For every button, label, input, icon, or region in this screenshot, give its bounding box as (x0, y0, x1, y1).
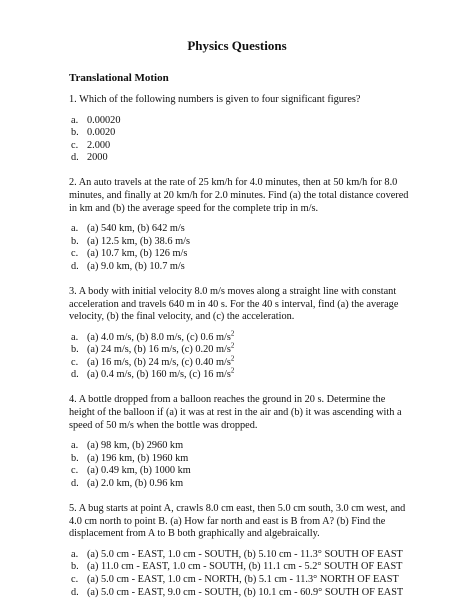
choice-list (69, 115, 409, 165)
choice-text: (a) 11.0 cm - EAST, 1.0 cm - SOUTH, (b) 11.1 cm - 5.2° SOUTH OF EAST (87, 561, 403, 573)
choice-letter: b. (71, 452, 79, 464)
choice-value: (a) 24 m/s, (b) 16 m/s, (c) 0.20 m/s (87, 344, 231, 356)
choice-text (87, 369, 234, 382)
question-text: 3. A body with initial velocity 8.0 m/s moves along a straight line with constant acceleration and travels 640 m in 40 s. For the 40 s interval, find (a) the average velocity, (b) the final velocity, and (c) the acceleration. (69, 285, 399, 323)
choice-text (87, 341, 235, 357)
choice-item (69, 369, 409, 382)
choice-item (69, 440, 409, 453)
choice-letter: d. (71, 152, 79, 164)
exponent: 2 (230, 367, 235, 376)
section-heading: Translational Motion (69, 72, 169, 84)
question-text: 2. An auto travels at the rate of 25 km/h for 4.0 minutes, then at 50 km/h for 8.0 minutes, and finally at 20 km/h for 2.0 minutes. Find (a) the total distance covered in km and (b) the average speed for the complete trip in m/s. (69, 177, 409, 214)
question-text: 4. A bottle dropped from a balloon reaches the ground in 20 s. Determine the height of the balloon if (a) it was at rest in the air and (b) it was ascending with a speed of 50 m/s when the bottle was dropped. (69, 394, 402, 431)
choice-text: 0.0020 (87, 127, 116, 139)
choice-text: (a) 0.49 km, (b) 1000 km (87, 465, 191, 477)
choice-text: (a) 98 km, (b) 2960 km (87, 440, 184, 452)
choice-item (69, 236, 409, 249)
choice-list (69, 329, 409, 382)
question-2 (69, 177, 409, 273)
choice-value: (a) 4.0 m/s, (b) 8.0 m/s, (c) 0.6 m/s (87, 331, 231, 343)
choice-item (69, 574, 409, 587)
choice-list (69, 440, 409, 490)
exponent: 2 (230, 329, 235, 338)
choice-item (69, 248, 409, 261)
exponent: 2 (230, 341, 235, 350)
question-text: 1. Which of the following numbers is given to four significant figures? (69, 94, 361, 105)
choice-letter: a. (71, 548, 79, 560)
choice-item (69, 453, 409, 466)
choice-letter: d. (71, 369, 79, 381)
choice-list (69, 223, 409, 273)
choice-letter: b. (71, 235, 79, 247)
question-5 (69, 503, 409, 599)
choice-item (69, 261, 409, 274)
document-title: Physics Questions (187, 38, 287, 53)
choice-item (69, 354, 409, 370)
choice-letter: a. (71, 440, 79, 452)
choice-letter: c. (71, 573, 79, 585)
choice-value: (a) 16 m/s, (b) 24 m/s, (c) 0.40 m/s (87, 356, 231, 368)
choice-letter: b. (71, 127, 79, 139)
choice-letter: d. (71, 260, 79, 272)
choice-letter: a. (71, 331, 79, 343)
choice-list (69, 549, 409, 599)
choice-text: 2000 (87, 152, 108, 164)
choice-text: 2.000 (87, 139, 111, 151)
choice-text: (a) 196 km, (b) 1960 km (87, 452, 189, 464)
choice-letter: a. (71, 223, 79, 235)
choice-text: (a) 9.0 km, (b) 10.7 m/s (87, 260, 185, 272)
choice-letter: b. (71, 561, 79, 573)
choice-text: (a) 5.0 cm - EAST, 1.0 cm - NORTH, (b) 5.1 cm - 11.3° NORTH OF EAST (87, 573, 399, 585)
question-4 (69, 394, 409, 490)
choice-text: (a) 540 km, (b) 642 m/s (87, 223, 185, 235)
choice-letter: a. (71, 114, 79, 126)
choice-item (69, 152, 409, 165)
choice-letter: c. (71, 465, 79, 477)
choice-item (69, 115, 409, 128)
choice-text: 0.00020 (87, 114, 121, 126)
choice-text: (a) 5.0 cm - EAST, 9.0 cm - SOUTH, (b) 10.1 cm - 60.9° SOUTH OF EAST (87, 586, 404, 598)
choice-item (69, 140, 409, 153)
choice-letter: c. (71, 139, 79, 151)
choice-item (69, 465, 409, 478)
choice-item (69, 341, 409, 357)
choice-item (69, 127, 409, 140)
exponent: 2 (230, 354, 235, 363)
choice-letter: c. (71, 248, 79, 260)
choice-text: (a) 5.0 cm - EAST, 1.0 cm - SOUTH, (b) 5.10 cm - 11.3° SOUTH OF EAST (87, 548, 403, 560)
choice-letter: d. (71, 586, 79, 598)
choice-text: (a) 10.7 km, (b) 126 m/s (87, 248, 188, 260)
choice-item (69, 329, 409, 345)
choice-letter: b. (71, 344, 79, 356)
choice-item (69, 549, 409, 562)
choice-text (87, 354, 235, 370)
choice-text (87, 329, 235, 345)
choice-letter: d. (71, 478, 79, 490)
choice-item (69, 587, 409, 600)
question-1 (69, 94, 409, 165)
choice-item (69, 223, 409, 236)
choice-text: (a) 2.0 km, (b) 0.96 km (87, 478, 184, 490)
choice-item (69, 561, 409, 574)
choice-text: (a) 12.5 km, (b) 38.6 m/s (87, 235, 190, 247)
question-list (69, 94, 409, 612)
question-3 (69, 286, 409, 382)
question-text: 5. A bug starts at point A, crawls 8.0 cm east, then 5.0 cm south, 3.0 cm west, and 4.0 cm north to point B. (a) How far north and east is B from A? (b) Find the displacement from A to B both graphically and algebraically. (69, 503, 406, 540)
choice-item (69, 478, 409, 491)
choice-value: (a) 0.4 m/s, (b) 160 m/s, (c) 16 m/s (87, 369, 231, 381)
choice-letter: c. (71, 356, 79, 368)
